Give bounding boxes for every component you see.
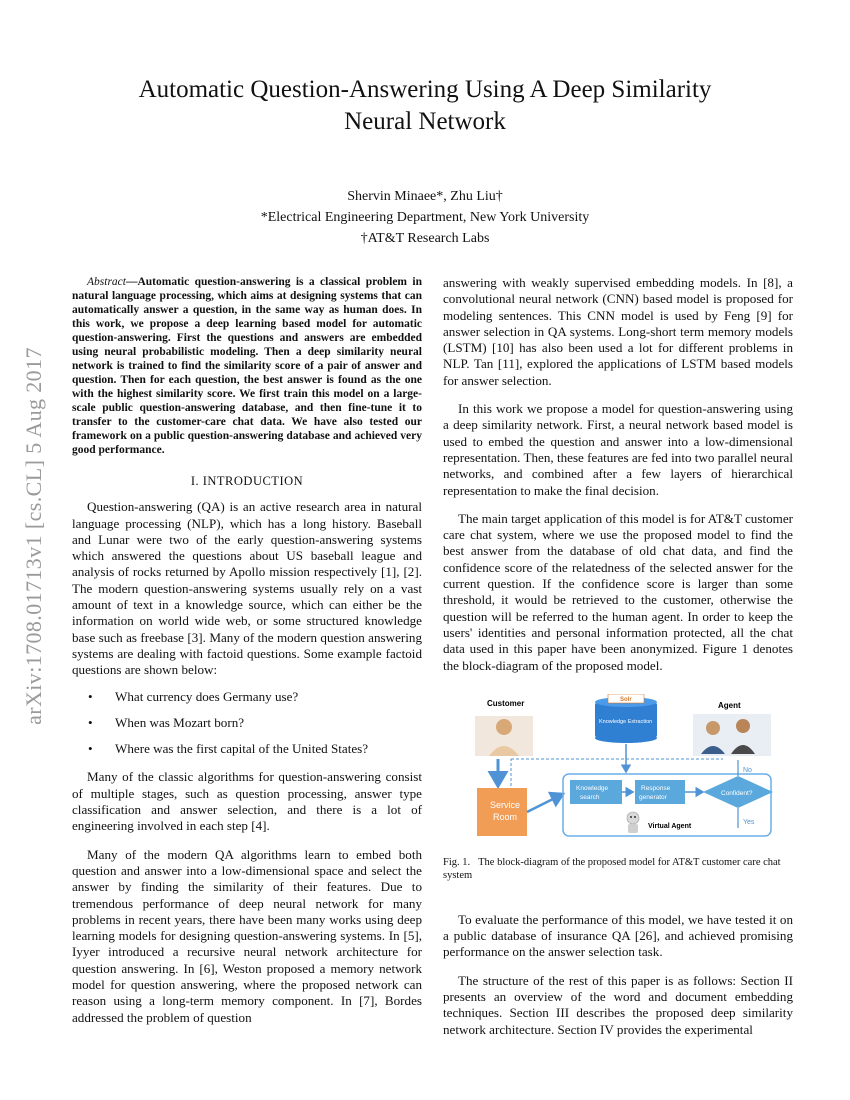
right-paragraph-2: In this work we propose a model for question-answering using a deep similarity network. First, a neural network based model is used to embed the question and answer into a low-dimensional representation. Then, these features are fed into two parallel neural networks, and combined after a few layers of hierarchical representation to make the final decision. <box>443 401 793 498</box>
block-diagram <box>453 694 783 844</box>
list-item <box>72 689 422 705</box>
intro-paragraph-1: Question-answering (QA) is an active research area in natural language processing (NLP), which has a long history. Baseball and Lunar were two of the early question-answering systems which answered the questions about US baseball league and analysis of rocks returned by Apollo mission respectively [1], [2]. The modern question-answering systems usually rely on a vast amount of text in a knowledge source, which can either be the information on world wide web, or some structured knowledge base such as freebase [3]. Many of the modern question answering systems are dealing with factoid questions. Some example factoid questions are shown below: <box>72 499 422 678</box>
arxiv-identifier <box>16 298 52 774</box>
agent-label: Agent <box>718 700 741 710</box>
list-item-text: When was Mozart born? <box>115 714 245 730</box>
no-label: No <box>743 766 752 774</box>
virtual-agent-label: Virtual Agent <box>648 822 692 830</box>
author-block <box>80 186 770 249</box>
left-column <box>72 275 422 1026</box>
bullet-icon: • <box>88 714 93 730</box>
service-to-virtual-arrow <box>527 794 563 812</box>
section-heading-introduction: I. INTRODUCTION <box>190 474 304 488</box>
service-room-line2: Room <box>493 811 518 822</box>
list-item-text: Where was the first capital of the United States? <box>115 741 369 757</box>
abstract-lead: Abstract <box>87 276 126 288</box>
response-generator-line1: Response <box>641 784 671 792</box>
affiliation-1: *Electrical Engineering Department, New York University <box>260 210 590 225</box>
list-item-text: What currency does Germany use? <box>115 688 299 704</box>
title-line-1: Automatic Question-Answering Using A Deep Similarity <box>138 76 712 103</box>
figure-caption <box>443 856 793 882</box>
intro-paragraph-3: Many of the modern QA algorithms learn to embed both question and answer into a low-dimensional space and select the answer by finding the similarity of their features. Due to tremendous performance of deep neural network for many problems in recent years, there have been many works using deep learning models for designing question-answering systems. In [5], Iyyer introduced a recursive neural network architecture for question answering. In [6], Weston proposed a memory network model for question answering, where the proposed network can reason using a long-term memory component. In [7], Bordes addressed the problem of question <box>72 846 422 1025</box>
customer-label: Customer <box>487 698 525 708</box>
caption-label: Fig. 1. <box>443 856 471 868</box>
right-paragraph-3: The main target application of this model is for AT&T customer care chat system, where we use the proposed model to find the best answer from the database of old chat data, and find the confidence score of the relatedness of the selected answer for the current question. If the confidence score is larger than some threshold, it would be retrieved to the customer, otherwise the question will be referred to the human agent. In order to keep the users' identities and personal information protected, all the chat data used in this paper have been anonymized. Figure 1 denotes the block-diagram of the proposed model. <box>443 510 793 673</box>
yes-label: Yes <box>743 818 755 826</box>
right-paragraph-4: To evaluate the performance of this model, we have tested it on a public database of insurance QA [26], and achieved promising performance on the answer selection task. <box>443 911 793 960</box>
customer-photo <box>475 716 533 756</box>
right-paragraph-5: The structure of the rest of this paper is as follows: Section II presents an overview of the word and document embedding techniques. Section III describes the proposed deep similarity network architecture. Section IV provides the experimental <box>443 972 793 1037</box>
list-item <box>72 741 422 757</box>
author-names: Shervin Minaee*, Zhu Liu† <box>347 189 503 204</box>
agent-photo <box>693 714 771 756</box>
knowledge-search-line2: search <box>580 793 600 801</box>
robot-icon <box>627 812 639 833</box>
confident-label: Confident? <box>721 789 753 797</box>
right-column <box>443 275 793 1038</box>
abstract-text: —Automatic question-answering is a classical problem in natural language processing, which aims at designing systems that can automatically answer a question, in the same way as human does. In this work, we propose a deep learning based model for automatic question-answering. First the questions and answers are embedded using neural probabilistic modeling. Then a deep similarity neural network is trained to find the similarity score of a pair of answer and question. Then for each question, the best answer is found as the one with the highest similarity score. We first train this model on a large-scale public question-answering database, and then fine-tune it to transfer to the customer-care chat data. We have also tested our framework on a public question-answering database and achieved very good performance. <box>72 276 422 456</box>
abstract <box>72 275 422 457</box>
bullet-icon: • <box>88 688 93 704</box>
intro-paragraph-2: Many of the classic algorithms for question-answering consist of multiple stages, such as question processing, answer type classification and answer selection, and there is a lot of engineering involved in each step [4]. <box>72 769 422 834</box>
arxiv-id-text: arXiv:1708.01713v1 [cs.CL] 5 Aug 2017 <box>21 347 46 725</box>
paper-title <box>80 74 770 138</box>
knowledge-extraction-label: Knowledge Extraction <box>599 718 653 725</box>
knowledge-search-line1: Knowledge <box>576 784 609 792</box>
solr-label: Solr <box>620 696 632 703</box>
response-generator-line2: generator <box>639 793 667 801</box>
affiliation-2: †AT&T Research Labs <box>360 231 490 246</box>
list-item <box>72 715 422 731</box>
example-question-list <box>72 689 422 758</box>
title-line-2: Neural Network <box>344 108 506 135</box>
service-room-line1: Service <box>490 799 521 810</box>
solr-database-icon <box>595 694 657 743</box>
bullet-icon: • <box>88 741 93 757</box>
right-paragraph-1: answering with weakly supervised embedding models. In [8], a convolutional neural network (CNN) based model is proposed for modeling sentences. This CNN model is used by Feng [9] for answer selection in QA systems. Long-short term memory models (LSTM) [10] has also been used a lot for different problems in NLP. Tan [11], explored the applications of LSTM based models for answer selection. <box>443 275 793 388</box>
caption-text: The block-diagram of the proposed model for AT&T customer care chat system <box>443 856 781 881</box>
figure-1-block-diagram <box>443 694 793 844</box>
